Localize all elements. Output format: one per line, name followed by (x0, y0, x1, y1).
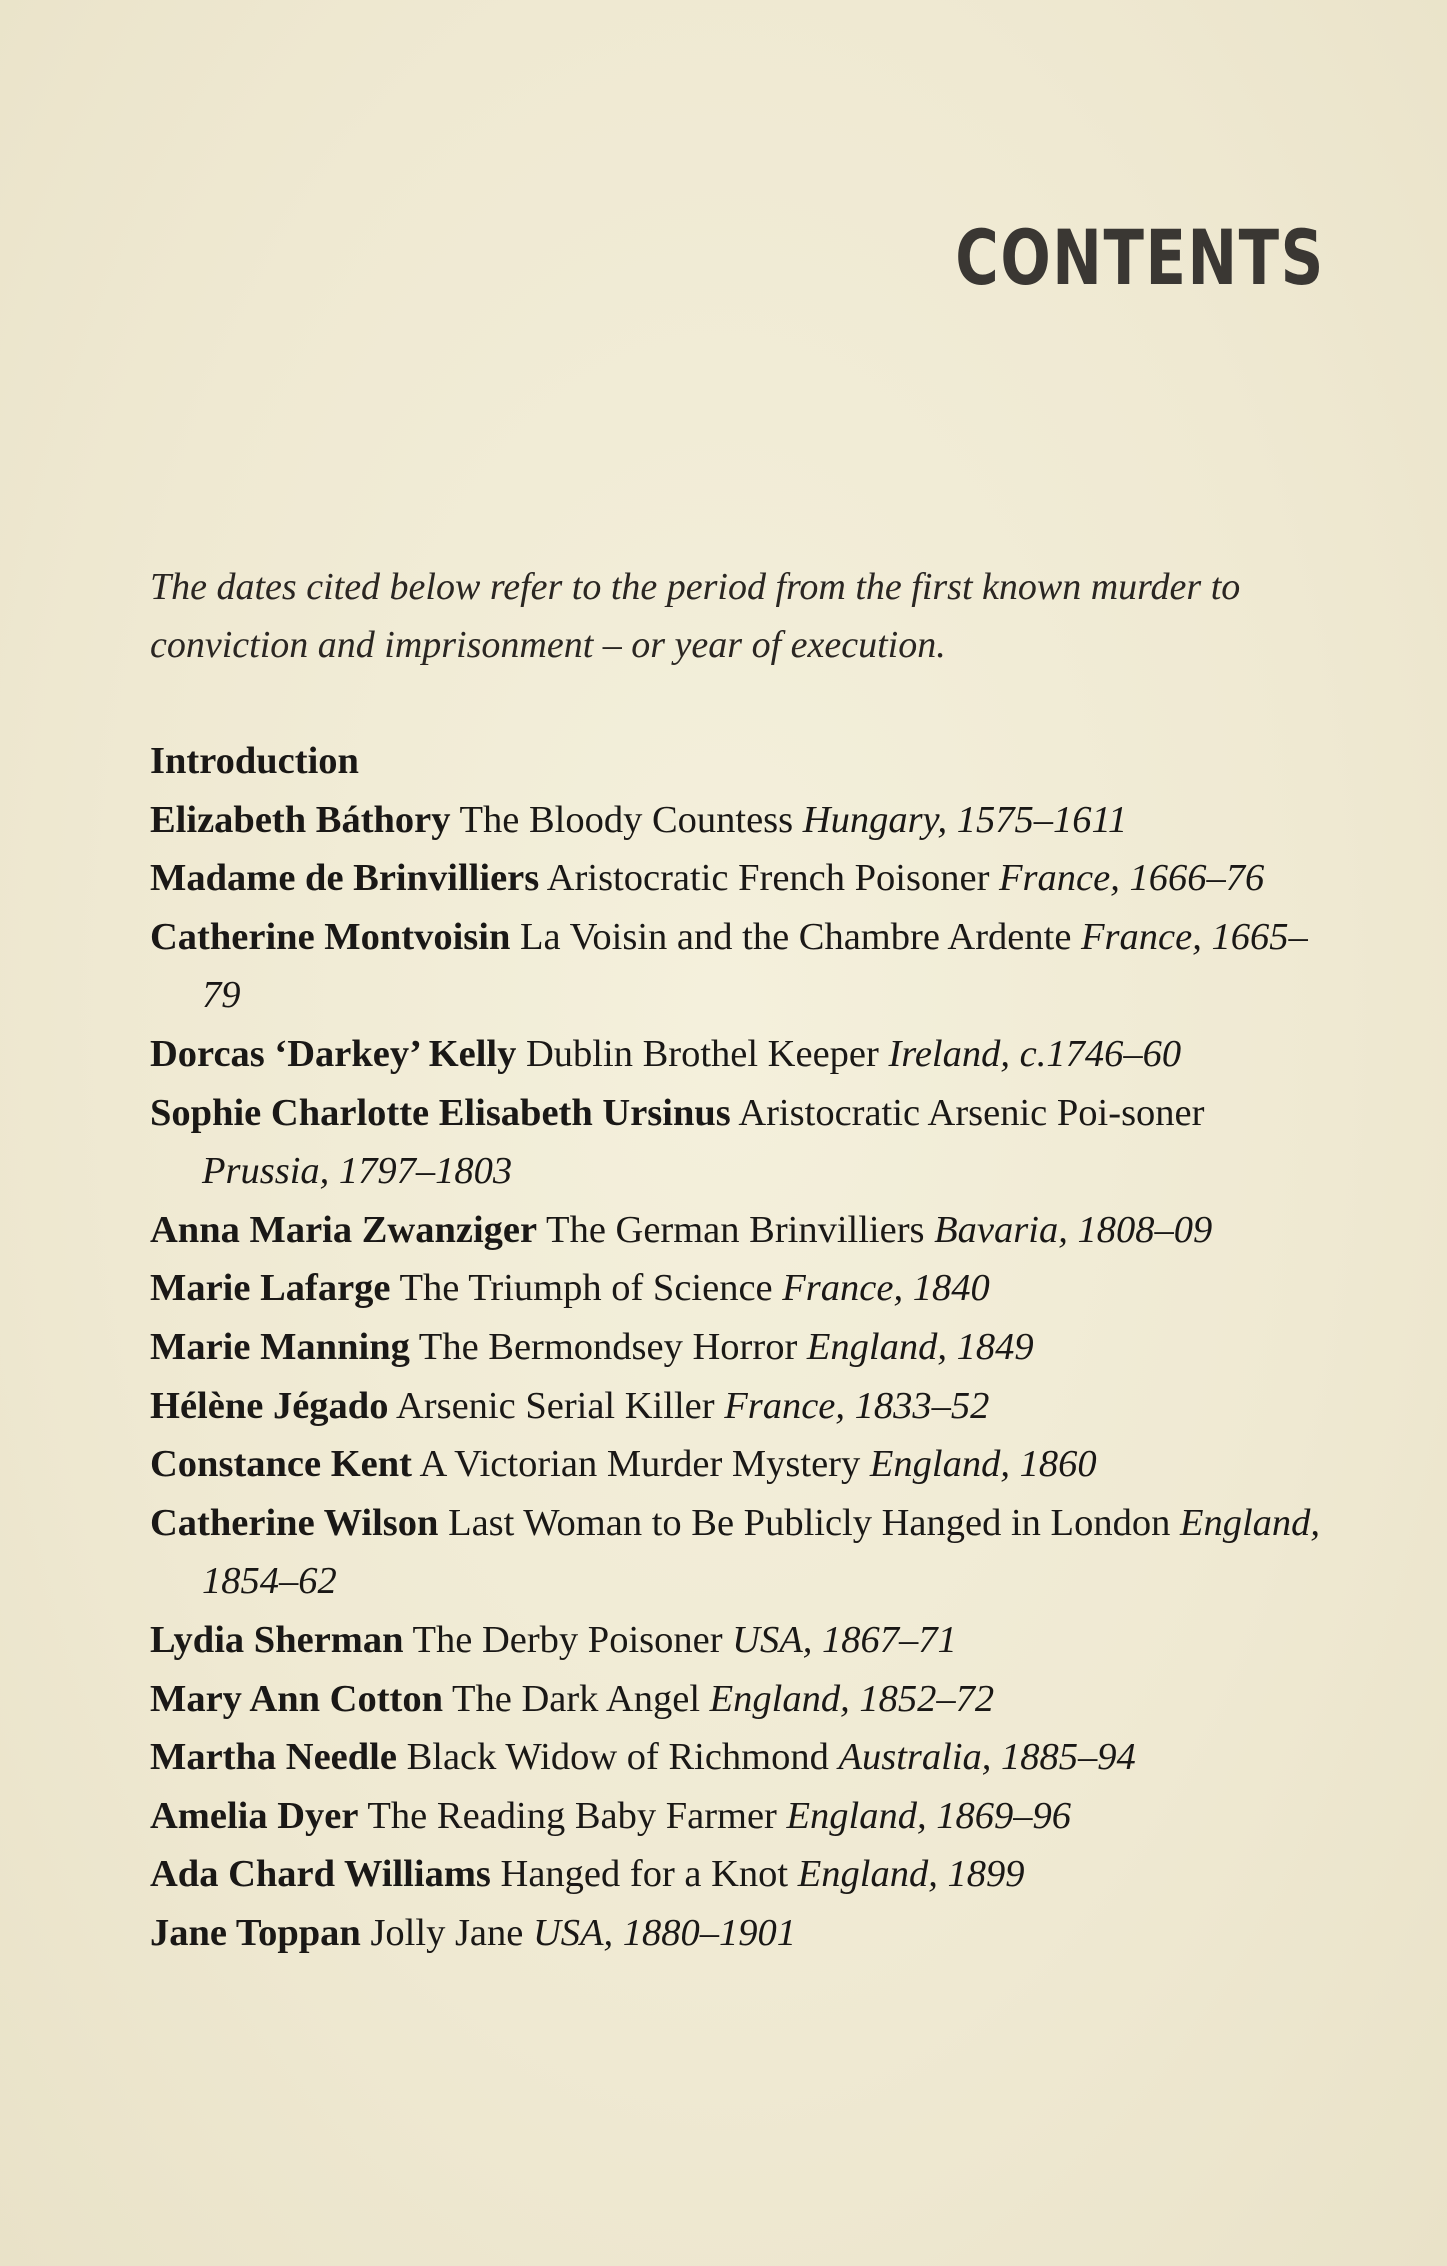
entry-name: Catherine Montvoisin (150, 915, 511, 958)
entry-title: Jolly Jane (370, 1911, 524, 1954)
contents-list (150, 732, 1330, 1962)
contents-entry (150, 1377, 1330, 1436)
entry-place-dates: Ireland, c.1746–60 (888, 1032, 1182, 1075)
entry-title: The Dark Angel (451, 1677, 701, 1720)
entry-place-dates: England, 1852–72 (709, 1677, 995, 1720)
entry-place-dates: France, 1666–76 (999, 857, 1265, 900)
contents-entry (150, 1025, 1330, 1084)
entry-name: Ada Chard Williams (150, 1853, 491, 1896)
contents-entry (150, 1084, 1330, 1201)
entry-title: The Bloody Countess (459, 798, 794, 841)
entry-place-dates: France, 1840 (782, 1267, 990, 1310)
contents-heading: CONTENTS (955, 213, 1325, 302)
entry-place-dates: Prussia, 1797–1803 (202, 1150, 513, 1193)
entry-name: Amelia Dyer (150, 1794, 359, 1837)
dates-note: The dates cited below refer to the period from the first known murder to conviction and imprisonment – or year of execution. (150, 566, 1241, 666)
entry-name: Dorcas ‘Darkey’ Kelly (150, 1032, 517, 1075)
entry-place-dates: France, 1833–52 (724, 1384, 990, 1427)
entry-place-dates: France, 1665–79 (202, 915, 1308, 1017)
entry-place-dates: England, 1899 (797, 1853, 1025, 1896)
entry-name: Catherine Wilson (150, 1501, 439, 1544)
entry-title: Black Widow of Richmond (406, 1736, 829, 1779)
entry-place-dates: USA, 1867–71 (732, 1618, 957, 1661)
contents-entry (150, 1259, 1330, 1318)
entry-name: Martha Needle (150, 1736, 397, 1779)
entry-title: A Victorian Murder Mystery (419, 1443, 861, 1486)
contents-entry (150, 1787, 1330, 1846)
entry-name: Lydia Sherman (150, 1618, 404, 1661)
entry-title: The Bermondsey Horror (418, 1325, 798, 1368)
entry-name: Sophie Charlotte Elisabeth Ursinus (150, 1091, 731, 1134)
entry-title: Dublin Brothel Keeper (526, 1032, 879, 1075)
contents-entry (150, 1845, 1330, 1904)
entry-place-dates: England, 1849 (806, 1325, 1034, 1368)
entry-title: Aristocratic French Poisoner (546, 857, 990, 900)
contents-entry (150, 1494, 1330, 1611)
entry-place-dates: England, 1860 (869, 1443, 1097, 1486)
entry-title: Last Woman to Be Publicly Hanged in London (448, 1501, 1171, 1544)
entry-place-dates: Hungary, 1575–1611 (802, 798, 1128, 841)
contents-entry (150, 1904, 1330, 1963)
entry-title: Arsenic Serial Killer (395, 1384, 715, 1427)
entry-name: Marie Lafarge (150, 1267, 391, 1310)
entry-title: Hanged for a Knot (500, 1853, 789, 1896)
entry-title: The Triumph of Science (399, 1267, 773, 1310)
entry-title: The Derby Poisoner (412, 1618, 723, 1661)
entry-title: The Reading Baby Farmer (367, 1794, 777, 1837)
contents-entry (150, 908, 1330, 1025)
entry-title: The German Brinvilliers (546, 1208, 925, 1251)
contents-entry (150, 1670, 1330, 1729)
contents-entry (150, 1201, 1330, 1260)
entry-title: La Voisin and the Chambre Ardente (520, 915, 1072, 958)
entry-place-dates: Australia, 1885–94 (838, 1736, 1136, 1779)
entry-place-dates: USA, 1880–1901 (532, 1911, 797, 1954)
entry-name: Introduction (150, 740, 359, 782)
entry-name: Constance Kent (150, 1443, 412, 1486)
contents-entry (150, 849, 1330, 908)
entry-place-dates: Bavaria, 1808–09 (934, 1208, 1213, 1251)
entry-name: Madame de Brinvilliers (150, 857, 540, 900)
entry-place-dates: England, 1869–96 (786, 1794, 1071, 1837)
entry-title: Aristocratic Arsenic Poi-soner (738, 1091, 1205, 1134)
contents-entry (150, 1318, 1330, 1377)
entry-name: Jane Toppan (150, 1911, 361, 1954)
contents-entry (150, 1728, 1330, 1787)
contents-entry (150, 1435, 1330, 1494)
contents-entry (150, 1611, 1330, 1670)
entry-place-dates: England, 1854–62 (202, 1501, 1321, 1603)
contents-entry (150, 732, 1330, 791)
entry-name: Anna Maria Zwanziger (150, 1208, 538, 1251)
entry-name: Hélène Jégado (150, 1384, 389, 1427)
contents-entry (150, 791, 1330, 850)
entry-name: Elizabeth Báthory (150, 798, 451, 841)
entry-name: Marie Manning (150, 1325, 410, 1368)
entry-name: Mary Ann Cotton (150, 1677, 444, 1720)
